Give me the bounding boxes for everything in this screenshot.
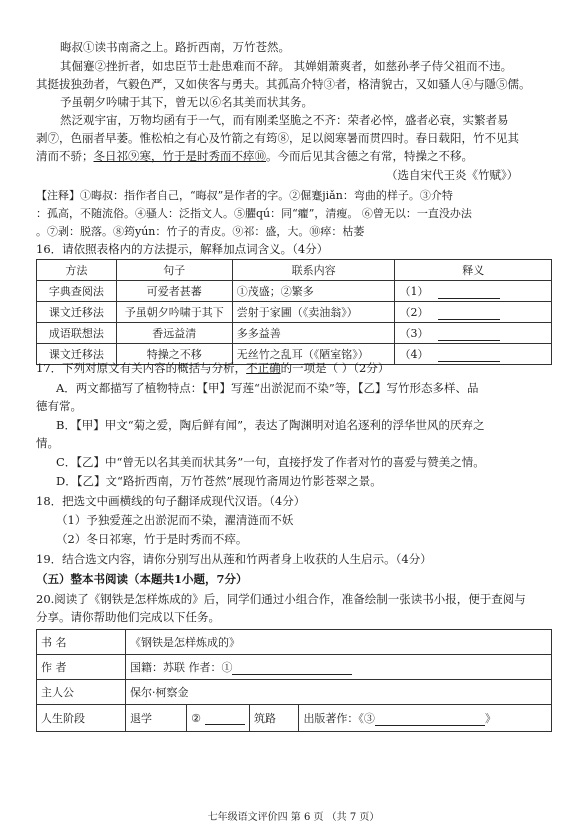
- sentence-cell: 香远益清: [116, 323, 232, 344]
- q20-stem-line-2: 分享。请你帮助他们完成以下任务。: [36, 610, 220, 624]
- passage-line-5: 然泛观宇宙，万物均函有于一气，而有刚柔坚脆之不齐：荣者必悴，盛者必衰，实繁者易: [60, 113, 509, 127]
- q17-option-d: D．【乙】文“路折西南，万竹苍然”展现竹斋周边竹影苍翠之景。: [56, 474, 382, 488]
- q16-stem: 16．请依照表格内的方法提示，解释加点词含义。（4分）: [36, 242, 329, 256]
- passage-line-7: [36, 149, 473, 164]
- passage-line-4: 予虽朝夕吟啸于其下，曾无以⑥名其美而状其务。: [60, 95, 313, 109]
- q17-option-c: C．【乙】中“曾无以名其美而状其务”一句，直接抒发了作者对竹的喜爱与赞美之情。: [56, 455, 485, 469]
- stage-4-blank[interactable]: [375, 714, 485, 726]
- page-footer: 七年级语文评价四 第 6 页 （共 7 页）: [207, 812, 380, 823]
- author-label: 作 者: [37, 655, 126, 680]
- q18-item-2: （2）冬日祁寒，竹于是时秀而不瘁。: [56, 532, 248, 546]
- answer-cell[interactable]: [395, 323, 552, 344]
- author-value: 国籍：苏联 作者：①: [129, 661, 233, 674]
- underlined-sentence: 冬日祁⑨寒，竹于是时秀而不瘁⑩: [93, 149, 266, 163]
- table-row: [37, 630, 552, 655]
- passage-line-2: 其倔蹇②挫折者，如忠臣节士赴患难而不辞。 其婵娟萧爽者，如慈孙孝子侍父祖而不违。: [60, 59, 513, 73]
- q16-header-method: 方法: [37, 260, 117, 281]
- context-cell: 无丝竹之乱耳（《陋室铭》）: [232, 344, 395, 365]
- author-blank[interactable]: [232, 663, 352, 675]
- answer-cell[interactable]: [395, 281, 552, 302]
- q17-stem: [36, 361, 389, 376]
- answer-number: （1）: [399, 285, 429, 298]
- answer-cell[interactable]: [395, 344, 552, 365]
- passage-line-3: 其挺拔独劲者，气毅色严，又如侠客与勇夫。其孤高介特③者，格清貌古，又如骚人④与隱⑤儒。: [36, 77, 531, 91]
- stage-4-end: 》: [484, 712, 496, 725]
- table-row: [37, 705, 552, 732]
- stage-1: 退学: [125, 705, 186, 732]
- answer-blank[interactable]: [438, 350, 500, 362]
- notes-line-3: 。⑦剥：脱落。⑧筠yún：竹子的青皮。⑨祁：盛，大。⑩瘁：枯萎: [36, 225, 365, 238]
- answer-blank[interactable]: [438, 287, 500, 299]
- method-cell: 课文迁移法: [37, 302, 117, 323]
- q17-option-a: A．两文都描写了植物特点：【甲】写莲“出淤泥而不染”等，【乙】写竹形态多样、品: [56, 381, 479, 395]
- sentence-cell: 可爱者甚蕃: [116, 281, 232, 302]
- answer-cell[interactable]: [395, 302, 552, 323]
- passage-line-7c: 。今而后见其含德之有常，特操之不移。: [266, 149, 473, 163]
- answer-number: （4）: [399, 348, 429, 361]
- stage-3: 筑路: [249, 705, 298, 732]
- q18-stem: 18．把选文中画横线的句子翻译成现代汉语。（4分）: [36, 494, 306, 508]
- method-cell: 课文迁移法: [37, 344, 117, 365]
- answer-blank[interactable]: [438, 308, 500, 320]
- q17-stem-start: 17．下列对原文有关内容的概括与分析，: [36, 361, 247, 375]
- context-cell: 多多益善: [232, 323, 395, 344]
- notes-line-2: ：孤高，不随流俗。④骚人：泛指文人。⑤臞qú：同“癯”，清瘦。 ⑥曾无以：一直没办法: [36, 207, 472, 220]
- hero-label: 主人公: [37, 680, 126, 705]
- table-row: [37, 302, 552, 323]
- passage-line-1: 晦叔①读书南斋之上。路折西南，万竹苍然。: [60, 40, 290, 54]
- sentence-cell: 特操之不移: [116, 344, 232, 365]
- q17-option-b: B．【甲】甲文“菊之爱，陶后鲜有闻”，表达了陶渊明对追名逐利的浮华世风的厌弃之: [56, 418, 485, 432]
- q20-stem-line-1: 20.阅读了《钢铁是怎样炼成的》后，同学们通过小组合作，准备绘制一张读书小报，便于查阅与: [36, 592, 526, 606]
- q17-stem-emphasis: 不正确: [246, 361, 281, 375]
- passage-line-7a: 清而不骄；: [36, 149, 94, 163]
- context-cell: 尝射于家圃（《卖油翁》）: [232, 302, 395, 323]
- stage-4-text: 出版著作：《③: [303, 712, 375, 725]
- passage-line-6: 剥⑦，色丽者早萎。惟松柏之有心及竹箭之有筠⑧，足以阅寒暑而贯四时。春日载阳，竹不见其: [36, 131, 519, 145]
- table-row: [37, 680, 552, 705]
- stage-4-cell[interactable]: [299, 705, 552, 732]
- q17-option-b-cont: 情。: [36, 436, 59, 450]
- answer-number: （3）: [399, 327, 429, 340]
- stage-2-blank[interactable]: [205, 713, 245, 725]
- q19-stem: 19．结合选文内容，请你分别写出从莲和竹两者身上收获的人生启示。（4分）: [36, 552, 432, 566]
- stage-2-number: ②: [191, 711, 201, 725]
- section5-heading: （五）整本书阅读（本题共1小题，7分）: [36, 572, 248, 586]
- hero-value: 保尔·柯察金: [125, 680, 551, 705]
- notes-line-1: 【注释】①晦叔：指作者自己，“晦叔”是作者的字。②倔蹇jiǎn：弯曲的样子。③介特: [36, 189, 453, 202]
- author-cell[interactable]: [125, 655, 551, 680]
- q16-header-context: 联系内容: [232, 260, 395, 281]
- q17-option-a-cont: 德有常。: [36, 399, 82, 413]
- context-cell: ①茂盛；②繁多: [232, 281, 395, 302]
- method-cell: 字典查阅法: [37, 281, 117, 302]
- q16-header-row: [37, 260, 552, 281]
- table-row: [37, 323, 552, 344]
- q20-table: [36, 629, 552, 732]
- stage-label: 人生阶段: [37, 705, 126, 732]
- book-value: 《钢铁是怎样炼成的》: [125, 630, 551, 655]
- method-cell: 成语联想法: [37, 323, 117, 344]
- table-row: [37, 655, 552, 680]
- q16-table: [36, 259, 552, 365]
- answer-blank[interactable]: [438, 329, 500, 341]
- sentence-cell: 予虽朝夕吟啸于其下: [116, 302, 232, 323]
- answer-number: （2）: [399, 306, 429, 319]
- q18-item-1: （1）予独爱莲之出淤泥而不染，濯清涟而不妖: [56, 513, 294, 527]
- q17-stem-end: 的一项是（ ）（2分）: [280, 361, 390, 375]
- q16-header-answer: 释义: [395, 260, 552, 281]
- book-label: 书 名: [37, 630, 126, 655]
- q16-header-sentence: 句子: [116, 260, 232, 281]
- table-row: [37, 281, 552, 302]
- passage-source: （选自宋代王炎《竹赋》）: [386, 168, 519, 182]
- stage-2-cell[interactable]: [187, 705, 250, 732]
